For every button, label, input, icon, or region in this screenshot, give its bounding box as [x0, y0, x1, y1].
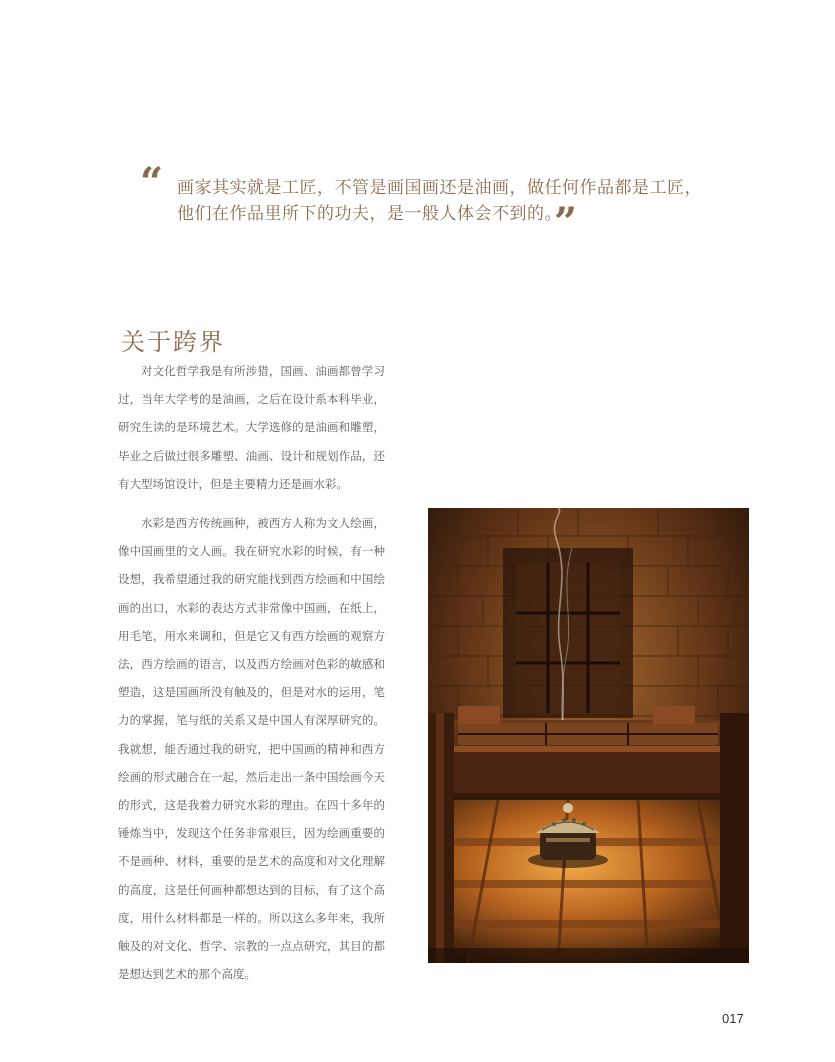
- pull-quote-line: 他们在作品里所下的功夫，是一般人体会不到的。: [177, 204, 562, 224]
- body-paragraph: 对文化哲学我是有所涉猎，国画、油画都曾学习过，当年大学考的是油画，之后在设计系本科毕业，研究生读的是环境艺术。大学选修的是油画和雕塑，毕业之后做过很多雕塑、油画、设计和规划作品，还有大型场馆设计，但是主要精力还是画水彩。: [118, 364, 385, 491]
- section-title: 关于跨界: [121, 328, 225, 356]
- opening-quote-mark: “: [140, 159, 164, 206]
- incense-burner-photo: [428, 508, 749, 963]
- page-number: 017: [722, 1011, 744, 1026]
- closing-quote-mark: ”: [554, 199, 578, 246]
- pull-quote-line: 画家其实就是工匠，不管是画国画还是油画，做任何作品都是工匠，: [177, 178, 702, 198]
- pull-quote: [177, 175, 702, 227]
- article-body: [118, 357, 385, 988]
- body-paragraph: 水彩是西方传统画种，被西方人称为文人绘画，像中国画里的文人画。我在研究水彩的时候，有一种设想，我希望通过我的研究能找到西方绘画和中国绘画的出口，水彩的表达方式非常像中国画，在纸上，用毛笔，用水来调和，但是它又有西方绘画的观察方法，西方绘画的语言，以及西方绘画对色彩的敏感和塑造，这是国画所没有触及的，但是对水的运用，笔力的掌握，笔与纸的关系又是中国人有深厚研究的。我就想，能否通过我的研究，把中国画的精神和西方绘画的形式融合在一起，然后走出一条中国绘画今天的形式，这是我着力研究水彩的理由。在四十多年的锤炼当中，发现这个任务非常艰巨，因为绘画重要的不是画种、材料，重要的是艺术的高度和对文化理解的高度，这是任何画种都想达到的目标，有了这个高度，用什么材料都是一样的。所以这么多年来，我所触及的对文化、哲学、宗教的一点点研究，其目的都是想达到艺术的那个高度。: [118, 516, 385, 982]
